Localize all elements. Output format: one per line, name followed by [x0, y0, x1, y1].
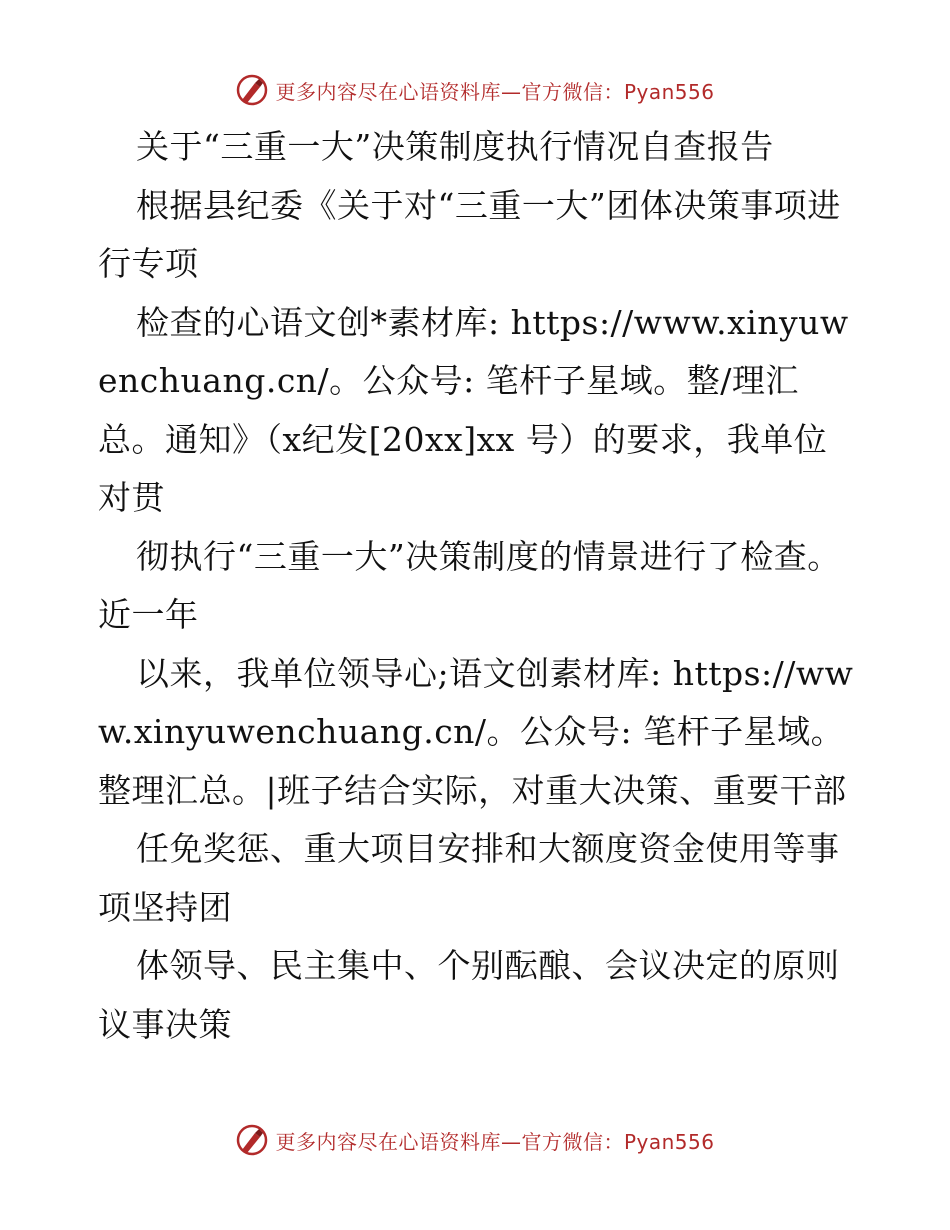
paragraph-3: 彻执行“三重一大”决策制度的情景进行了检查。近一年 [98, 536, 841, 634]
footer-watermark-text: 更多内容尽在心语资料库—官方微信：Pyan556 [275, 1129, 715, 1154]
paragraph-1: 根据县纪委《关于对“三重一大”团体决策事项进行专项 [98, 185, 841, 283]
paragraph-6: 体领导、民主集中、个别酝酿、会议决定的原则议事决策 [98, 946, 840, 1044]
paragraph-4: 以来，我单位领导心;语文创素材库: https://www.xinyuwenchuang.cn/。公众号: 笔杆子星域。整理汇总。|班子结合实际，对重大决策、重要干部 [98, 653, 854, 810]
pen-logo-icon [235, 1123, 269, 1157]
footer-watermark-banner [0, 1120, 950, 1160]
document-body [98, 118, 858, 1054]
paragraph-5: 任免奖惩、重大项目安排和大额度资金使用等事项坚持团 [98, 829, 840, 927]
header-watermark-text: 更多内容尽在心语资料库—官方微信：Pyan556 [275, 79, 715, 104]
document-title: 关于“三重一大”决策制度执行情况自查报告 [136, 127, 774, 166]
paragraph-2: 检查的心语文创*素材库: https://www.xinyuwenchuang.cn/。公众号: 笔杆子星域。整/理汇总。通知》（x纪发[20xx]xx 号）的要求，我单位对贯 [98, 302, 849, 517]
pen-logo-icon [235, 73, 269, 107]
header-watermark-banner [0, 70, 950, 110]
